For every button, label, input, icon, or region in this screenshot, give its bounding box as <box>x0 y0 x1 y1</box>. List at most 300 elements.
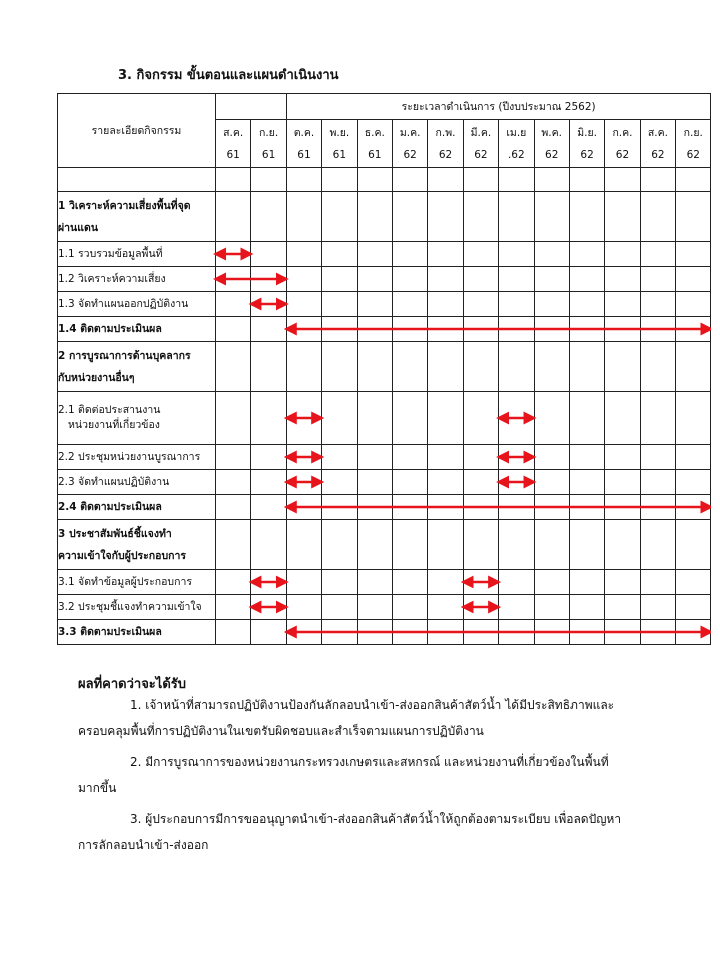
year-label: 62 <box>438 148 453 161</box>
activity-row <box>58 445 711 470</box>
schedule-cell <box>216 292 251 317</box>
schedule-cell <box>428 595 463 620</box>
activity-label <box>58 470 216 495</box>
schedule-cell <box>392 595 427 620</box>
schedule-cell <box>216 520 251 570</box>
schedule-cell <box>499 168 534 192</box>
schedule-cell <box>216 267 251 292</box>
schedule-cell <box>216 168 251 192</box>
schedule-cell <box>534 570 569 595</box>
activity-label <box>58 570 216 595</box>
schedule-cell <box>569 520 604 570</box>
schedule-cell <box>428 392 463 445</box>
activity-label-line: 3 ประชาสัมพันธ์ชี้แจงทำ <box>58 527 172 540</box>
schedule-cell <box>322 292 357 317</box>
schedule-cell <box>428 445 463 470</box>
activity-label-line: 1.1 รวบรวมข้อมูลพื้นที่ <box>58 247 163 260</box>
year-label: 62 <box>686 148 700 161</box>
schedule-cell <box>392 570 427 595</box>
schedule-cell <box>676 495 711 520</box>
activity-label <box>58 168 216 192</box>
schedule-cell <box>534 595 569 620</box>
schedule-cell <box>357 495 392 520</box>
year-label: 61 <box>332 148 347 161</box>
month-label: พ.ย. <box>329 126 350 139</box>
activity-label <box>58 520 216 570</box>
month-header <box>322 120 357 168</box>
schedule-cell <box>499 445 534 470</box>
schedule-cell <box>605 495 640 520</box>
schedule-cell <box>605 192 640 242</box>
schedule-cell <box>463 520 498 570</box>
schedule-cell <box>569 495 604 520</box>
schedule-cell <box>392 242 427 267</box>
year-label: 62 <box>615 148 630 161</box>
month-label: พ.ค. <box>541 126 563 139</box>
schedule-cell <box>357 242 392 267</box>
schedule-cell <box>428 520 463 570</box>
schedule-cell <box>499 470 534 495</box>
month-label: ม.ค. <box>399 126 421 139</box>
schedule-cell <box>322 595 357 620</box>
schedule-cell <box>251 470 286 495</box>
schedule-cell <box>322 168 357 192</box>
schedule-cell <box>640 570 675 595</box>
schedule-cell <box>605 470 640 495</box>
month-header <box>569 120 604 168</box>
expected-item-2-line-2: มากขึ้น <box>78 781 117 795</box>
activity-row <box>58 267 711 292</box>
year-label: 62 <box>403 148 417 161</box>
schedule-cell <box>357 595 392 620</box>
schedule-cell <box>499 242 534 267</box>
schedule-cell <box>322 192 357 242</box>
schedule-cell <box>463 292 498 317</box>
expected-item-1-line-1: 1. เจ้าหน้าที่สามารถปฏิบัติงานป้องกันลักลอบนำเข้า-ส่งออกสินค้าสัตว์น้ำ ได้มีประสิทธิภาพและ <box>130 698 615 712</box>
schedule-cell <box>286 520 321 570</box>
blank-row <box>58 168 711 192</box>
schedule-cell <box>640 445 675 470</box>
schedule-cell <box>676 595 711 620</box>
schedule-cell <box>640 267 675 292</box>
schedule-cell <box>640 392 675 445</box>
schedule-cell <box>534 342 569 392</box>
schedule-cell <box>640 470 675 495</box>
schedule-cell <box>251 267 286 292</box>
year-label: 62 <box>580 148 594 161</box>
month-header <box>286 120 321 168</box>
activity-label <box>58 292 216 317</box>
schedule-cell <box>392 620 427 645</box>
activity-label-line: กับหน่วยงานอื่นๆ <box>58 371 135 384</box>
schedule-cell <box>569 267 604 292</box>
schedule-cell <box>569 168 604 192</box>
schedule-cell <box>251 292 286 317</box>
schedule-cell <box>322 317 357 342</box>
schedule-cell <box>569 192 604 242</box>
schedule-cell <box>357 520 392 570</box>
schedule-cell <box>605 242 640 267</box>
schedule-cell <box>392 292 427 317</box>
schedule-cell <box>428 168 463 192</box>
schedule-cell <box>216 595 251 620</box>
month-label: ส.ค. <box>647 126 668 139</box>
activity-label-line: 2.3 จัดทำแผนปฏิบัติงาน <box>58 475 170 488</box>
schedule-cell <box>392 470 427 495</box>
activity-label <box>58 342 216 392</box>
activity-label-line: 1.2 วิเคราะห์ความเสี่ยง <box>58 272 166 285</box>
schedule-cell <box>640 168 675 192</box>
schedule-cell <box>428 470 463 495</box>
month-header <box>676 120 711 168</box>
schedule-cell <box>569 242 604 267</box>
schedule-cell <box>286 242 321 267</box>
schedule-cell <box>286 267 321 292</box>
schedule-cell <box>499 495 534 520</box>
schedule-cell <box>499 620 534 645</box>
schedule-cell <box>605 570 640 595</box>
year-label: 62 <box>651 148 665 161</box>
schedule-cell <box>251 342 286 392</box>
schedule-cell <box>569 292 604 317</box>
schedule-cell <box>392 342 427 392</box>
schedule-cell <box>322 445 357 470</box>
schedule-cell <box>216 495 251 520</box>
schedule-cell <box>463 392 498 445</box>
month-header <box>534 120 569 168</box>
schedule-cell <box>428 495 463 520</box>
activity-label <box>58 392 216 445</box>
month-header <box>251 120 286 168</box>
schedule-cell <box>357 620 392 645</box>
schedule-cell <box>322 267 357 292</box>
schedule-cell <box>534 267 569 292</box>
schedule-cell <box>322 342 357 392</box>
activity-row <box>58 317 711 342</box>
schedule-cell <box>428 292 463 317</box>
month-header <box>499 120 534 168</box>
schedule-cell <box>499 570 534 595</box>
activity-label-line: ผ่านแดน <box>58 221 98 234</box>
schedule-cell <box>286 470 321 495</box>
month-header <box>463 120 498 168</box>
activity-label-line: 1 วิเคราะห์ความเสี่ยงพื้นที่จุด <box>58 199 191 212</box>
period-column-header: ระยะเวลาดำเนินการ (ปีงบประมาณ 2562) <box>286 94 711 120</box>
schedule-cell <box>534 520 569 570</box>
schedule-cell <box>463 192 498 242</box>
schedule-cell <box>286 192 321 242</box>
schedule-cell <box>605 317 640 342</box>
schedule-cell <box>499 595 534 620</box>
schedule-cell <box>605 595 640 620</box>
schedule-cell <box>534 317 569 342</box>
expected-item-2-line-1: 2. มีการบูรณาการของหน่วยงานกระทรวงเกษตรและสหกรณ์ และหน่วยงานที่เกี่ยวข้องในพื้นที่ <box>130 755 609 769</box>
section-title: 3. กิจกรรม ขั้นตอนและแผนดำเนินงาน <box>118 68 339 83</box>
schedule-cell <box>216 192 251 242</box>
schedule-cell <box>392 267 427 292</box>
schedule-cell <box>428 267 463 292</box>
activity-row <box>58 570 711 595</box>
year-label: 61 <box>261 148 276 161</box>
schedule-cell <box>428 342 463 392</box>
schedule-cell <box>428 620 463 645</box>
schedule-cell <box>216 620 251 645</box>
schedule-cell <box>392 168 427 192</box>
schedule-cell <box>251 168 286 192</box>
month-label: ธ.ค. <box>364 126 385 139</box>
schedule-cell <box>463 317 498 342</box>
activity-row <box>58 495 711 520</box>
month-label: ก.ย. <box>258 126 279 139</box>
schedule-cell <box>676 317 711 342</box>
schedule-cell <box>216 570 251 595</box>
activity-label <box>58 495 216 520</box>
year-label: 61 <box>368 148 382 161</box>
activity-group-row <box>58 520 711 570</box>
month-header <box>357 120 392 168</box>
schedule-cell <box>499 317 534 342</box>
schedule-cell <box>428 192 463 242</box>
year-label: 62 <box>474 148 488 161</box>
month-label: มิ.ย. <box>577 126 597 139</box>
schedule-cell <box>428 570 463 595</box>
schedule-cell <box>251 495 286 520</box>
schedule-cell <box>605 267 640 292</box>
schedule-cell <box>676 168 711 192</box>
schedule-cell <box>322 242 357 267</box>
schedule-cell <box>463 168 498 192</box>
schedule-cell <box>605 620 640 645</box>
schedule-cell <box>286 168 321 192</box>
schedule-cell <box>640 595 675 620</box>
schedule-cell <box>392 392 427 445</box>
schedule-cell <box>357 168 392 192</box>
schedule-cell <box>216 392 251 445</box>
activity-label <box>58 192 216 242</box>
schedule-cell <box>605 168 640 192</box>
activity-label <box>58 267 216 292</box>
schedule-cell <box>216 445 251 470</box>
schedule-cell <box>357 317 392 342</box>
year-label: 61 <box>226 148 240 161</box>
activity-label-line: 2 การบูรณาการด้านบุคลากร <box>58 349 191 362</box>
schedule-cell <box>357 445 392 470</box>
schedule-cell <box>569 620 604 645</box>
schedule-cell <box>322 392 357 445</box>
schedule-cell <box>605 292 640 317</box>
activity-group-row <box>58 192 711 242</box>
schedule-cell <box>534 495 569 520</box>
schedule-cell <box>286 570 321 595</box>
schedule-cell <box>569 317 604 342</box>
activity-label <box>58 445 216 470</box>
year-label: .62 <box>507 148 525 161</box>
schedule-cell <box>286 495 321 520</box>
schedule-cell <box>676 470 711 495</box>
schedule-cell <box>251 317 286 342</box>
schedule-cell <box>216 342 251 392</box>
schedule-cell <box>534 445 569 470</box>
schedule-cell <box>640 317 675 342</box>
schedule-cell <box>499 342 534 392</box>
schedule-cell <box>676 342 711 392</box>
schedule-cell <box>463 342 498 392</box>
schedule-cell <box>392 520 427 570</box>
schedule-cell <box>569 445 604 470</box>
year-label: 62 <box>545 148 559 161</box>
expected-item-1-line-2: ครอบคลุมพื้นที่การปฏิบัติงานในเขตรับผิดชอบและสำเร็จตามแผนการปฏิบัติงาน <box>78 724 484 738</box>
schedule-cell <box>357 292 392 317</box>
schedule-cell <box>676 620 711 645</box>
schedule-cell <box>676 520 711 570</box>
schedule-cell <box>463 620 498 645</box>
schedule-cell <box>463 595 498 620</box>
schedule-cell <box>251 445 286 470</box>
month-header <box>392 120 427 168</box>
schedule-cell <box>534 470 569 495</box>
schedule-cell <box>357 267 392 292</box>
month-header <box>216 120 251 168</box>
schedule-cell <box>322 520 357 570</box>
activity-column-header: รายละเอียดกิจกรรม <box>58 94 216 168</box>
month-label: ต.ค. <box>293 126 315 139</box>
schedule-cell <box>286 620 321 645</box>
activity-row <box>58 620 711 645</box>
schedule-cell <box>640 342 675 392</box>
schedule-cell <box>605 392 640 445</box>
schedule-cell <box>286 292 321 317</box>
activity-row <box>58 292 711 317</box>
schedule-cell <box>251 620 286 645</box>
schedule-cell <box>534 292 569 317</box>
schedule-cell <box>640 620 675 645</box>
expected-item-3-line-2: การลักลอบนำเข้า-ส่งออก <box>78 838 209 852</box>
month-label: เม.ย <box>506 126 527 139</box>
schedule-cell <box>534 192 569 242</box>
schedule-cell <box>463 570 498 595</box>
schedule-cell <box>605 342 640 392</box>
schedule-cell <box>463 470 498 495</box>
activity-row <box>58 595 711 620</box>
schedule-cell <box>569 570 604 595</box>
schedule-cell <box>251 520 286 570</box>
schedule-cell <box>251 570 286 595</box>
schedule-cell <box>499 192 534 242</box>
activity-label-line: ความเข้าใจกับผู้ประกอบการ <box>58 549 187 562</box>
schedule-cell <box>216 242 251 267</box>
schedule-cell <box>286 342 321 392</box>
activity-label-line: 1.4 ติดตามประเมินผล <box>58 322 162 335</box>
activity-group-row <box>58 342 711 392</box>
schedule-cell <box>569 342 604 392</box>
schedule-cell <box>357 342 392 392</box>
schedule-cell <box>499 292 534 317</box>
activity-row <box>58 470 711 495</box>
activity-label-line: 3.3 ติดตามประเมินผล <box>58 625 162 638</box>
activity-schedule-table <box>57 93 711 645</box>
schedule-cell <box>322 470 357 495</box>
activity-label <box>58 620 216 645</box>
schedule-cell <box>286 317 321 342</box>
schedule-cell <box>428 242 463 267</box>
activity-label <box>58 242 216 267</box>
schedule-cell <box>286 595 321 620</box>
schedule-cell <box>676 292 711 317</box>
schedule-cell <box>322 570 357 595</box>
activity-label <box>58 595 216 620</box>
schedule-cell <box>357 570 392 595</box>
schedule-cell <box>605 445 640 470</box>
schedule-cell <box>640 242 675 267</box>
schedule-cell <box>534 168 569 192</box>
schedule-cell <box>676 392 711 445</box>
expected-item-3-line-1: 3. ผู้ประกอบการมีการขออนุญาตนำเข้า-ส่งออกสินค้าสัตว์น้ำให้ถูกต้องตามระเบียบ เพื่อลดปัญหา <box>130 812 622 826</box>
month-label: มี.ค. <box>470 126 492 139</box>
schedule-cell <box>463 267 498 292</box>
schedule-cell <box>534 242 569 267</box>
activity-label-line: 2.4 ติดตามประเมินผล <box>58 500 162 513</box>
activity-label <box>58 317 216 342</box>
schedule-cell <box>392 445 427 470</box>
schedule-cell <box>392 495 427 520</box>
activity-row <box>58 392 711 445</box>
month-label: ก.ย. <box>683 126 703 139</box>
activity-label-line: หน่วยงานที่เกี่ยวข้อง <box>68 419 160 431</box>
activity-label-line: 1.3 จัดทำแผนออกปฏิบัติงาน <box>58 297 189 310</box>
schedule-cell <box>392 192 427 242</box>
activity-label-line: 2.1 ติดต่อประสานงาน <box>58 404 161 416</box>
schedule-cell <box>676 192 711 242</box>
schedule-cell <box>322 620 357 645</box>
schedule-cell <box>534 392 569 445</box>
schedule-cell <box>499 392 534 445</box>
month-header <box>605 120 640 168</box>
schedule-cell <box>676 445 711 470</box>
activity-row <box>58 242 711 267</box>
schedule-cell <box>357 470 392 495</box>
activity-label-line: 3.2 ประชุมชี้แจงทำความเข้าใจ <box>58 600 202 613</box>
year-label: 61 <box>297 148 311 161</box>
schedule-cell <box>534 620 569 645</box>
schedule-cell <box>499 267 534 292</box>
month-label: ก.พ. <box>435 126 456 139</box>
schedule-cell <box>569 595 604 620</box>
schedule-cell <box>322 495 357 520</box>
schedule-cell <box>640 520 675 570</box>
month-label: ก.ค. <box>612 126 633 139</box>
schedule-cell <box>357 392 392 445</box>
header-spacer <box>216 94 287 120</box>
schedule-cell <box>676 267 711 292</box>
schedule-cell <box>463 495 498 520</box>
schedule-cell <box>569 392 604 445</box>
schedule-cell <box>640 192 675 242</box>
activity-label-line: 3.1 จัดทำข้อมูลผู้ประกอบการ <box>58 575 192 588</box>
schedule-cell <box>251 595 286 620</box>
schedule-cell <box>286 392 321 445</box>
schedule-cell <box>569 470 604 495</box>
schedule-cell <box>605 520 640 570</box>
schedule-cell <box>357 192 392 242</box>
activity-label-line: 2.2 ประชุมหน่วยงานบูรณาการ <box>58 450 201 463</box>
schedule-cell <box>676 242 711 267</box>
month-label: ส.ค. <box>223 126 244 139</box>
schedule-cell <box>640 495 675 520</box>
schedule-cell <box>640 292 675 317</box>
month-header <box>640 120 675 168</box>
schedule-cell <box>251 192 286 242</box>
schedule-cell <box>286 445 321 470</box>
